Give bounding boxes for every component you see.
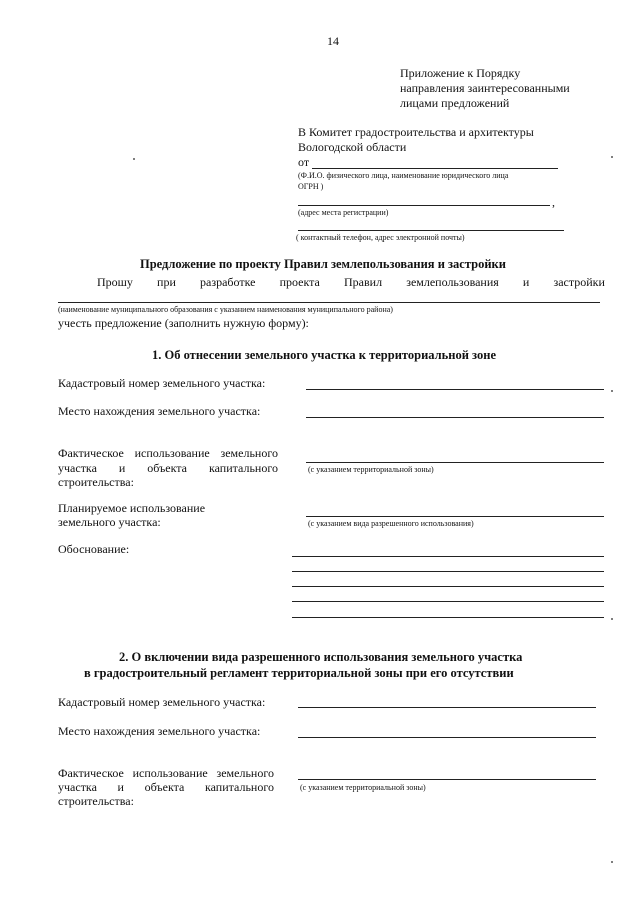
request-word: разработке — [200, 275, 256, 289]
section-2-heading-line-2: в градостроительный регламент территориальной зоны при его отсутствии — [84, 666, 514, 680]
s2-location-field-line[interactable] — [298, 737, 596, 738]
s1-actual-use-line-3: строительства: — [58, 475, 134, 489]
contact-hint: ( контактный телефон, адрес электронной почты) — [296, 233, 465, 242]
appendix-line-3: лицами предложений — [400, 96, 510, 110]
appendix-line-1: Приложение к Порядку — [400, 66, 521, 80]
word: капитального — [208, 461, 278, 475]
addressee-from-label: от — [298, 155, 310, 169]
s1-justification-line-5[interactable] — [292, 617, 604, 618]
s1-permitted-hint: (с указанием вида разрешенного использования) — [308, 519, 474, 528]
request-word: Прошу — [97, 275, 133, 289]
s1-planned-field-line[interactable] — [306, 516, 604, 517]
request-word: и — [522, 275, 530, 289]
request-word: при — [157, 275, 176, 289]
s2-zone-hint: (с указанием территориальной зоны) — [300, 783, 426, 792]
s2-actual-use-field-line[interactable] — [298, 779, 596, 780]
request-word: проекта — [279, 275, 320, 289]
s1-cadastral-label: Кадастровый номер земельного участка: — [58, 376, 266, 390]
s1-actual-use-line-1 — [58, 446, 278, 461]
s1-planned-line-2: земельного участка: — [58, 515, 161, 529]
s1-cadastral-field-line[interactable] — [306, 389, 604, 390]
word: использование — [134, 446, 210, 460]
word: земельного — [216, 766, 274, 780]
s1-justification-label: Обоснование: — [58, 542, 130, 556]
s1-location-field-line[interactable] — [306, 417, 604, 418]
word: Фактическое — [58, 766, 124, 780]
word: объекта — [147, 461, 187, 475]
s2-actual-use-line-3: строительства: — [58, 794, 134, 808]
municipality-hint: (наименование муниципального образования с указанием наименования муниципального района) — [58, 305, 393, 314]
s2-cadastral-field-line[interactable] — [298, 707, 596, 708]
address-hint: (адрес места регистрации) — [298, 208, 389, 217]
s1-justification-line-2[interactable] — [292, 571, 604, 572]
word: Фактическое — [58, 446, 124, 460]
document-title: Предложение по проекту Правил землепользования и застройки — [140, 257, 506, 271]
appendix-line-2: направления заинтересованными — [400, 81, 570, 95]
request-word: Правил — [344, 275, 383, 289]
s1-justification-line-1[interactable] — [292, 556, 604, 557]
address-comma: , — [552, 195, 555, 209]
s1-planned-line-1: Планируемое использование — [58, 501, 206, 515]
request-line — [97, 275, 605, 290]
page-number: 14 — [327, 34, 339, 48]
s1-justification-line-3[interactable] — [292, 586, 604, 587]
word: объекта — [144, 780, 185, 794]
request-continuation: учесть предложение (заполнить нужную форму): — [58, 316, 309, 330]
request-word: землепользования — [406, 275, 499, 289]
scan-speck — [133, 158, 135, 160]
word: участка — [58, 780, 97, 794]
word: участка — [58, 461, 97, 475]
word: земельного — [220, 446, 278, 460]
scan-speck — [611, 861, 613, 863]
fio-hint-line-2: ОГРН ) — [298, 182, 324, 191]
section-2-heading-line-1: 2. О включении вида разрешенного использования земельного участка — [119, 650, 523, 664]
s2-location-label: Место нахождения земельного участка: — [58, 724, 261, 738]
addressee-line-1: В Комитет градостроительства и архитектуры — [298, 125, 534, 139]
section-1-heading: 1. Об отнесении земельного участка к территориальной зоне — [152, 348, 496, 362]
fio-hint-line-1: (Ф.И.О. физического лица, наименование юридического лица — [298, 171, 509, 180]
word: использование — [132, 766, 208, 780]
s1-zone-hint: (с указанием территориальной зоны) — [308, 465, 434, 474]
from-field-line[interactable] — [312, 168, 558, 169]
word: и — [118, 461, 126, 475]
s1-justification-line-4[interactable] — [292, 601, 604, 602]
s2-cadastral-label: Кадастровый номер земельного участка: — [58, 695, 266, 709]
word: капитального — [204, 780, 274, 794]
scan-speck — [611, 390, 613, 392]
scan-speck — [611, 156, 613, 158]
request-word: застройки — [553, 275, 605, 289]
s2-actual-use-line-1 — [58, 766, 274, 781]
scan-speck — [611, 618, 613, 620]
word: и — [117, 780, 124, 794]
s1-actual-use-field-line[interactable] — [306, 462, 604, 463]
s2-actual-use-line-2 — [58, 780, 274, 795]
contact-field-line[interactable] — [298, 230, 564, 231]
s1-location-label: Место нахождения земельного участка: — [58, 404, 261, 418]
municipality-field-line[interactable] — [58, 302, 600, 303]
addressee-line-2: Вологодской области — [298, 140, 407, 154]
address-field-line[interactable] — [298, 205, 550, 206]
s1-actual-use-line-2 — [58, 461, 278, 476]
